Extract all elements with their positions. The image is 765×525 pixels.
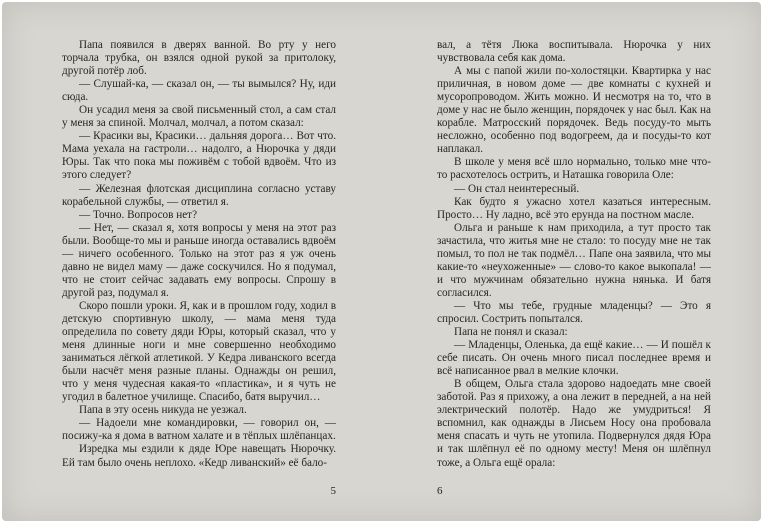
paragraph: Изредка мы ездили к дяде Юре навещать Нюрочку. Ей там было очень неплохо. «Кедр ливанский» её бало- xyxy=(62,443,336,469)
page-left-text xyxy=(62,39,336,470)
paragraph: — Что мы тебе, грудные младенцы? — Это я спросил. Сострить попытался. xyxy=(437,299,711,325)
paragraph: — Он стал неинтересный. xyxy=(454,182,580,195)
paragraph: — Красики вы, Красики… дальняя дорога… Вот что. Мама уехала на гастроли… надолго, а Нюрочка у дяди Юры. Так что пока мы поживём с тобой вдвоём. Что из этого следует? xyxy=(62,130,336,182)
paragraph: Он усадил меня за свой письменный стол, а сам стал у меня за спиной. Молчал, молчал, а потом сказал: xyxy=(62,104,336,130)
paragraph: Папа не понял и сказал: xyxy=(454,326,568,339)
page-number-right: 6 xyxy=(437,485,443,497)
paragraph: Папа в эту осень никуда не уезжал. xyxy=(79,404,247,417)
page-right-text xyxy=(437,39,711,470)
paragraph: — Надоели мне командировки, — говорил он, — посижу-ка я дома в ватном халате и в тёплых шлёпанцах. xyxy=(62,417,336,443)
paragraph: — Младенцы, Оленька, да ещё какие… — И пошёл к себе писать. Он очень много писал последнее время и всё написанное рвал в мелкие клочки. xyxy=(437,339,711,378)
paragraph: — Точно. Вопросов нет? xyxy=(79,208,198,221)
paragraph: вал, а тётя Люка воспитывала. Нюрочка у них чувствовала себя как дома. xyxy=(437,39,711,65)
paragraph: Скоро пошли уроки. Я, как и в прошлом году, ходил в детскую спортивную школу, — мама меня туда определила по совету дяди Юры, который сказал, что у меня длинные ноги и мне совершенно необходимо заниматься лёгкой атлетикой. У Кедра ливанского всегда были насчёт меня разные планы. Однажды он решил, что у меня чудесная какая-то «пластика», и я чуть не угодил в балетное училище. Спасибо, батя выручил… xyxy=(62,299,336,404)
paragraph: — Нет, — сказал я, хотя вопросы у меня на этот раз были. Вообще-то мы и раньше иногда оставались вдвоём — ничего особенного. Только на этот раз я уж очень давно не видел маму — даже соскучился. Но я подумал, что не стоит сейчас задавать ему вопросы. Спрошу в другой раз, подумал я. xyxy=(62,221,336,299)
paragraph: В общем, Ольга стала здорово надоедать мне своей заботой. Раз я прихожу, а она лежит в передней, а на ней электрический полотёр. Надо же умудриться! Я вспомнил, как однажды в Лисьем Носу она пробовала меня спасать и чуть не утопила. Подвернулся дядя Юра и так шлёпнул её по одному месту! Меня он шлёпнул тоже, а Ольга ещё орала: xyxy=(437,378,711,469)
page-number-left: 5 xyxy=(330,485,336,497)
paragraph: Как будто я ужасно хотел казаться интересным. Просто… Ну ладно, всё это ерунда на постном масле. xyxy=(437,195,711,221)
paragraph: В школе у меня всё шло нормально, только мне что-то расхотелось острить, и Наташка говорила Оле: xyxy=(437,156,711,182)
paragraph: А мы с папой жили по-холостяцки. Квартирка у нас приличная, в новом доме — две комнаты с кухней и мусоропроводом. Жить можно. И несмотря на то, что в доме у нас не было женщин, порядочек у нас был. Как на корабле. Матросский порядочек. Ведь посуду-то мыть несложно, особенно под водогреем, да и посуды-то кот наплакал. xyxy=(437,65,711,156)
paragraph: Папа появился в дверях ванной. Во рту у него торчала трубка, он взялся одной рукой за притолоку, другой потёр лоб. xyxy=(62,39,336,78)
book-spread xyxy=(2,2,761,521)
paragraph: — Слушай-ка, — сказал он, — ты вымылся? Ну, иди сюда. xyxy=(62,78,336,104)
paragraph: — Железная флотская дисциплина согласно уставу корабельной службы, — ответил я. xyxy=(62,182,336,208)
paragraph: Ольга и раньше к нам приходила, а тут просто так зачастила, что житья мне не стало: то посуду мне не так помыл, то пол не так подмёл… Папе она заявила, что мы какие-то «неухоженные» — слово-то какое выкопала! — и что мужчинам обязательно нужна нянька. И батя согласился. xyxy=(437,221,711,299)
